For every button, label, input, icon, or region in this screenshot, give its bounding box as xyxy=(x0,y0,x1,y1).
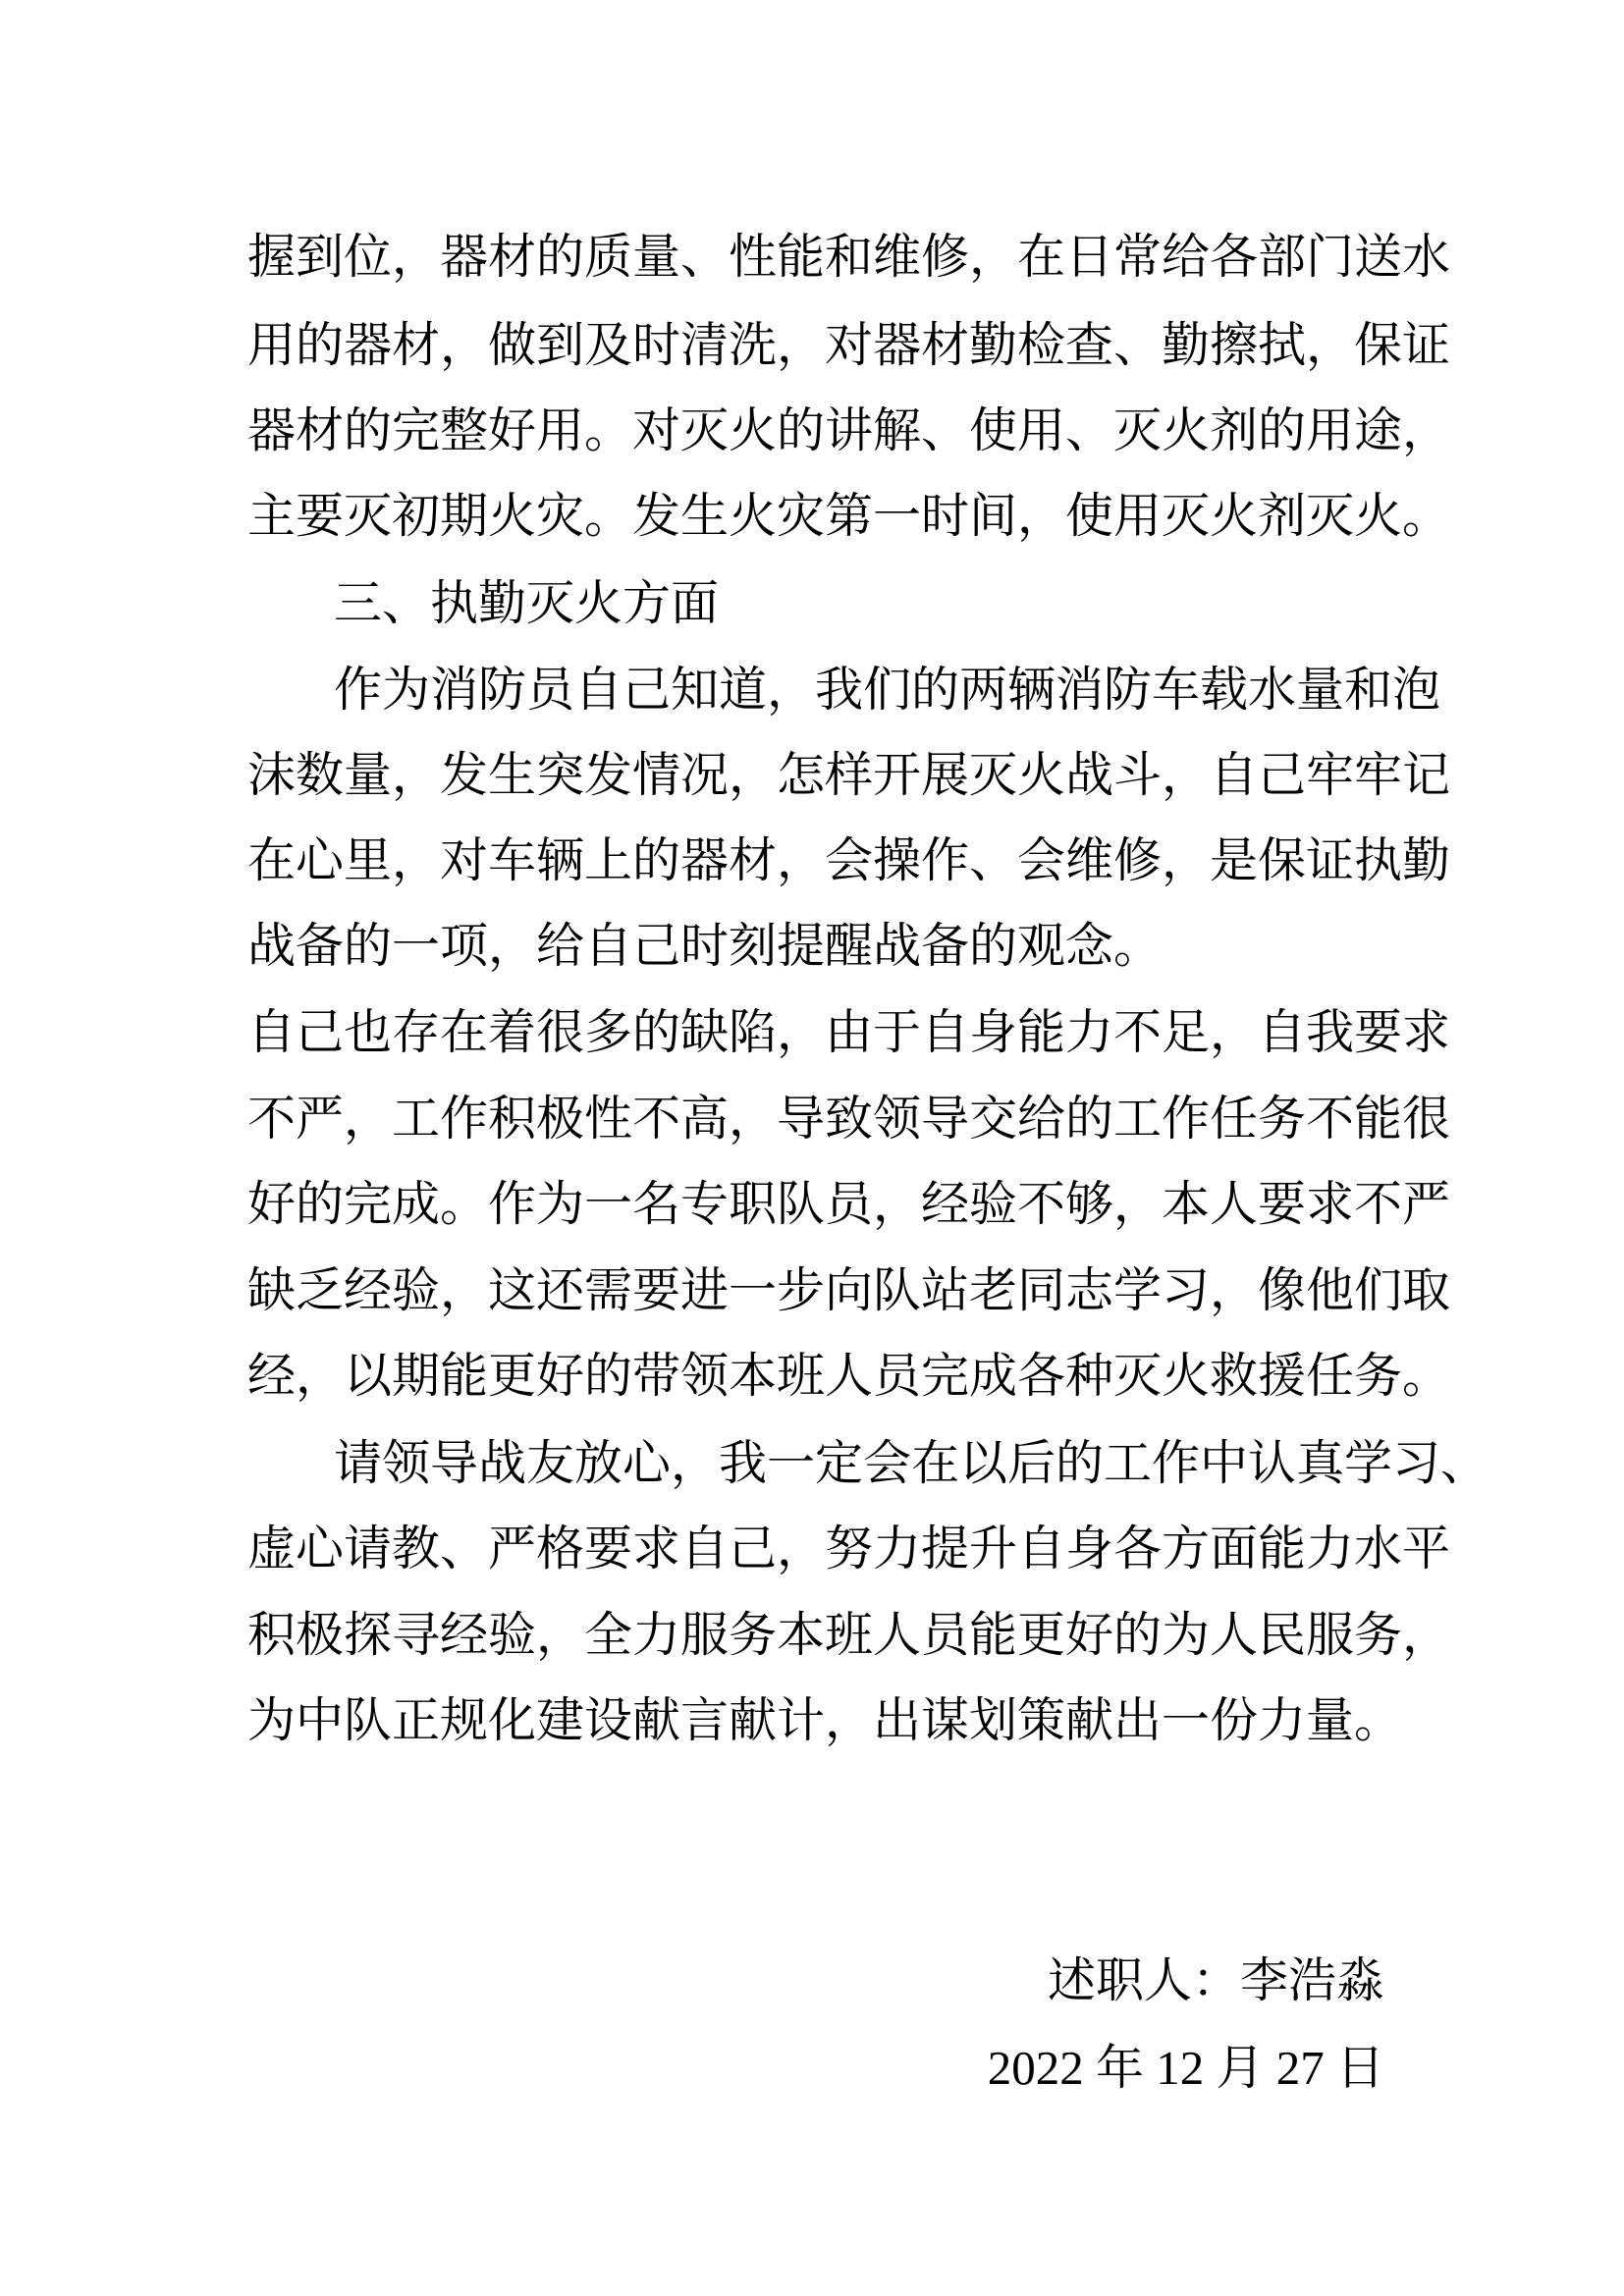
reporter-signature: 述职人：李浩淼 xyxy=(1047,1952,1384,2008)
paragraph-line: 器材的完整好用。对灭火的讲解、使用、灭火剂的用途， xyxy=(247,402,1451,458)
paragraph-line: 经，以期能更好的带领本班人员完成各种灭火救援任务。 xyxy=(247,1348,1451,1404)
paragraph-line: 不严，工作积极性不高，导致领导交给的工作任务不能很 xyxy=(247,1091,1451,1147)
paragraph-line: 用的器材，做到及时清洗，对器材勤检查、勤擦拭，保证 xyxy=(247,317,1451,373)
paragraph-line: 主要灭初期火灾。发生火灾第一时间，使用灭火剂灭火。 xyxy=(247,488,1451,544)
paragraph-line: 虚心请教、严格要求自己，努力提升自身各方面能力水平 xyxy=(247,1521,1451,1576)
section-heading: 三、执勤灭火方面 xyxy=(334,575,720,631)
paragraph-line: 作为消防员自己知道，我们的两辆消防车载水量和泡 xyxy=(334,662,1441,718)
paragraph-line: 为中队正规化建设献言献计，出谋划策献出一份力量。 xyxy=(247,1692,1403,1748)
paragraph-line: 积极探寻经验，全力服务本班人员能更好的为人民服务， xyxy=(247,1607,1451,1663)
paragraph-line: 请领导战友放心，我一定会在以后的工作中认真学习、 xyxy=(334,1435,1489,1491)
paragraph-line: 在心里，对车辆上的器材，会操作、会维修，是保证执勤 xyxy=(247,832,1451,888)
paragraph-line: 握到位，器材的质量、性能和维修，在日常给各部门送水 xyxy=(247,229,1451,285)
paragraph-line: 自己也存在着很多的缺陷，由于自身能力不足，自我要求 xyxy=(247,1004,1451,1060)
paragraph-line: 沫数量，发生突发情况，怎样开展灭火战斗，自己牢牢记 xyxy=(247,747,1451,803)
paragraph-line: 缺乏经验，这还需要进一步向队站老同志学习，像他们取 xyxy=(247,1262,1451,1318)
paragraph-line: 战备的一项，给自己时刻提醒战备的观念。 xyxy=(247,918,1163,974)
signature-date: 2022 年 12 月 27 日 xyxy=(987,2041,1384,2095)
paragraph-line: 好的完成。作为一名专职队员，经验不够，本人要求不严 xyxy=(247,1176,1451,1232)
